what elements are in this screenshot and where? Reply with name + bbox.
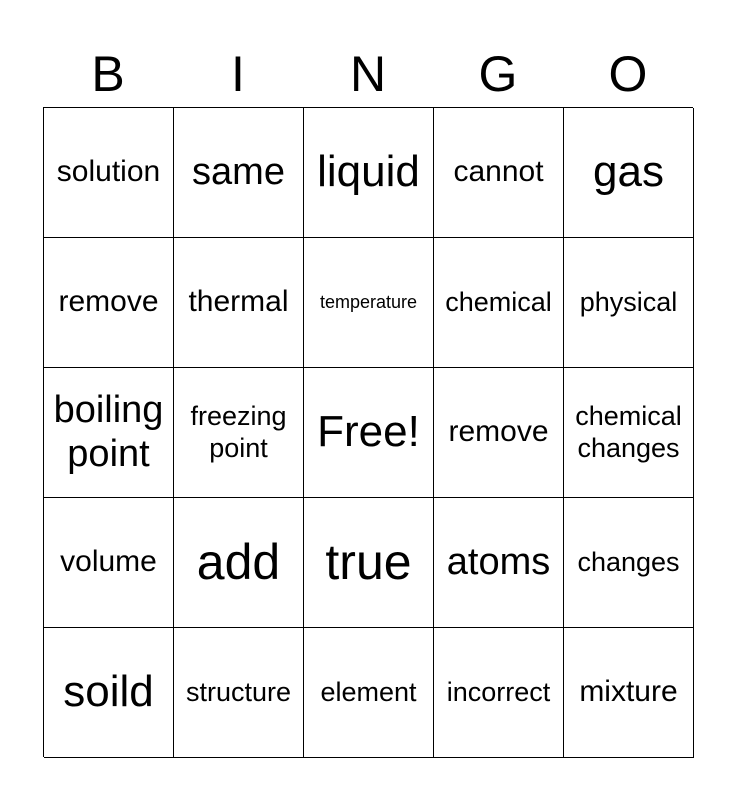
- bingo-cell[interactable]: chemical: [434, 238, 564, 368]
- bingo-card-grid: [43, 107, 693, 757]
- bingo-header: [43, 44, 693, 104]
- free-space-cell[interactable]: Free!: [304, 368, 434, 498]
- header-letter-n: N: [349, 46, 387, 102]
- bingo-cell[interactable]: add: [174, 498, 304, 628]
- bingo-cell[interactable]: true: [304, 498, 434, 628]
- bingo-cell[interactable]: thermal: [174, 238, 304, 368]
- bingo-cell[interactable]: same: [174, 108, 304, 238]
- bingo-cell[interactable]: freezing point: [174, 368, 304, 498]
- header-letter-o: O: [608, 46, 648, 102]
- bingo-cell[interactable]: boiling point: [44, 368, 174, 498]
- bingo-cell[interactable]: remove: [44, 238, 174, 368]
- bingo-cell[interactable]: physical: [564, 238, 694, 368]
- bingo-cell[interactable]: changes: [564, 498, 694, 628]
- bingo-cell[interactable]: solution: [44, 108, 174, 238]
- header-letter-g: G: [478, 46, 518, 102]
- bingo-cell[interactable]: atoms: [434, 498, 564, 628]
- bingo-cell[interactable]: gas: [564, 108, 694, 238]
- bingo-cell[interactable]: incorrect: [434, 628, 564, 758]
- bingo-cell[interactable]: mixture: [564, 628, 694, 758]
- bingo-cell[interactable]: liquid: [304, 108, 434, 238]
- bingo-cell[interactable]: remove: [434, 368, 564, 498]
- bingo-cell[interactable]: structure: [174, 628, 304, 758]
- bingo-cell[interactable]: chemical changes: [564, 368, 694, 498]
- bingo-cell[interactable]: soild: [44, 628, 174, 758]
- bingo-cell[interactable]: element: [304, 628, 434, 758]
- bingo-cell[interactable]: volume: [44, 498, 174, 628]
- header-letter-b: B: [91, 46, 125, 102]
- header-letter-i: I: [231, 46, 245, 102]
- bingo-cell[interactable]: temperature: [304, 238, 434, 368]
- bingo-cell[interactable]: cannot: [434, 108, 564, 238]
